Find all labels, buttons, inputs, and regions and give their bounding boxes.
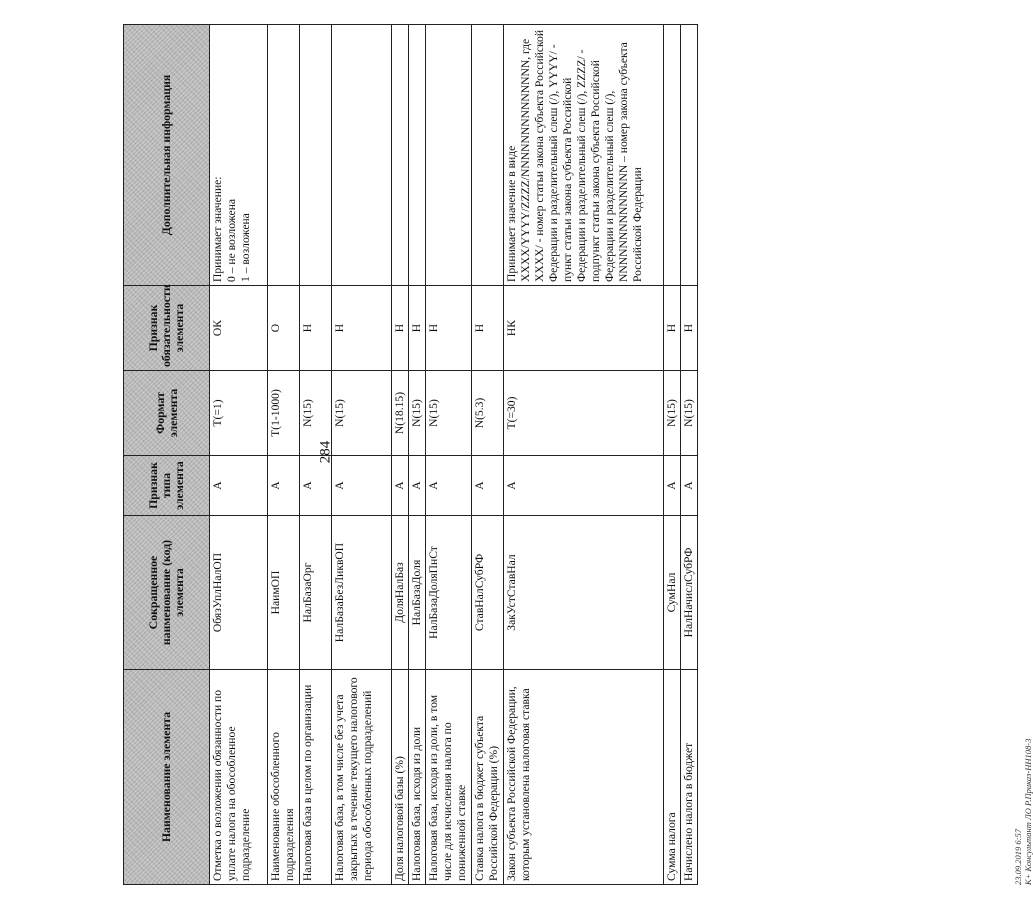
cell-type: А bbox=[300, 456, 332, 516]
table-row bbox=[426, 25, 472, 885]
cell-type: А bbox=[210, 456, 268, 516]
cell-type: А bbox=[681, 456, 698, 516]
cell-name: Налоговая база, в том числе без учета закрытых в течение текущего налогового периода обособленных подразделений bbox=[332, 670, 392, 885]
cell-format: T(=1) bbox=[210, 371, 268, 456]
cell-format: N(5.3) bbox=[472, 371, 504, 456]
cell-name: Сумма налога bbox=[664, 670, 681, 885]
cell-type: А bbox=[504, 456, 664, 516]
cell-format: N(15) bbox=[332, 371, 392, 456]
cell-code: НалНачислСубРФ bbox=[681, 516, 698, 670]
cell-code: НалБазаБезЛиквОП bbox=[332, 516, 392, 670]
header-code: Сокращенное наименование (код) элемента bbox=[124, 516, 210, 670]
cell-info bbox=[472, 25, 504, 286]
cell-name: Налоговая база, исходя из доли, в том числе для исчисления налога по пониженной ставке bbox=[426, 670, 472, 885]
cell-code: НалБазаДоляПнСт bbox=[426, 516, 472, 670]
cell-required: Н bbox=[332, 286, 392, 371]
table-row bbox=[681, 25, 698, 885]
header-format: Формат элемента bbox=[124, 371, 210, 456]
cell-code: СтавНалСубРФ bbox=[472, 516, 504, 670]
table-row bbox=[268, 25, 300, 885]
header-info: Дополнительная информация bbox=[124, 25, 210, 286]
cell-info bbox=[409, 25, 426, 286]
cell-required: ОК bbox=[210, 286, 268, 371]
cell-required: Н bbox=[392, 286, 409, 371]
cell-format: T(1-1000) bbox=[268, 371, 300, 456]
cell-required: Н bbox=[681, 286, 698, 371]
page-number: 284 bbox=[317, 440, 334, 464]
cell-info: Принимает значение в виде XXXX/YYYY/ZZZZ/NNNNNNNNNNNNNN, где XXXX/ - номер статьи закона субъекта Российской Федерации и разделительный слеш (/), YYYY/ - пункт статьи закона субъекта Российской Федерации и разделительный слеш (/), ZZZZ/ - подпункт статьи закона субъекта Российской Федерации и разделительный слеш (/), NNNNNNNNNNNNNN – номер закона субъекта Российской Федерации bbox=[504, 25, 664, 286]
cell-type: А bbox=[268, 456, 300, 516]
cell-info: Принимает значение: 0 – не возложена 1 – возложена bbox=[210, 25, 268, 286]
cell-code: НаимОП bbox=[268, 516, 300, 670]
cell-format: N(15) bbox=[426, 371, 472, 456]
footnote-date: 23.09.2019 6:57 bbox=[1013, 829, 1023, 885]
cell-info bbox=[268, 25, 300, 286]
footnote-source: К+ Консультант ЛО Р.Приказ-НН108-3 bbox=[1023, 738, 1033, 885]
cell-format: N(18.15) bbox=[392, 371, 409, 456]
cell-code: ОбязУплНалОП bbox=[210, 516, 268, 670]
header-type: Признак типа элемента bbox=[124, 456, 210, 516]
header-required: Признак обязательности элемента bbox=[124, 286, 210, 371]
cell-type: А bbox=[392, 456, 409, 516]
cell-name: Начислено налога в бюджет bbox=[681, 670, 698, 885]
cell-code: ЗакУстСтавНал bbox=[504, 516, 664, 670]
cell-name: Закон субъекта Российской Федерации, которым установлена налоговая ставка bbox=[504, 670, 664, 885]
cell-required: Н bbox=[664, 286, 681, 371]
cell-info bbox=[332, 25, 392, 286]
header-name: Наименование элемента bbox=[124, 670, 210, 885]
table-row bbox=[392, 25, 409, 885]
cell-code: СумНал bbox=[664, 516, 681, 670]
rotated-page-content bbox=[123, 25, 1033, 885]
cell-code: НалБазаДоля bbox=[409, 516, 426, 670]
cell-required: Н bbox=[409, 286, 426, 371]
table-row bbox=[409, 25, 426, 885]
cell-code: ДоляНалБаз bbox=[392, 516, 409, 670]
cell-required: Н bbox=[426, 286, 472, 371]
cell-type: А bbox=[472, 456, 504, 516]
cell-format: T(=30) bbox=[504, 371, 664, 456]
cell-type: А bbox=[664, 456, 681, 516]
cell-name: Ставка налога в бюджет субъекта Российской Федерации (%) bbox=[472, 670, 504, 885]
table-row bbox=[332, 25, 392, 885]
cell-required: О bbox=[268, 286, 300, 371]
cell-type: А bbox=[426, 456, 472, 516]
cell-name: Налоговая база в целом по организации bbox=[300, 670, 332, 885]
cell-format: N(15) bbox=[409, 371, 426, 456]
table-row bbox=[472, 25, 504, 885]
cell-name: Налоговая база, исходя из доли bbox=[409, 670, 426, 885]
table-row bbox=[664, 25, 681, 885]
cell-info bbox=[300, 25, 332, 286]
cell-info bbox=[681, 25, 698, 286]
cell-format: N(15) bbox=[300, 371, 332, 456]
cell-name: Наименование обособленного подразделения bbox=[268, 670, 300, 885]
elements-table bbox=[123, 24, 698, 885]
cell-info bbox=[392, 25, 409, 286]
cell-name: Доля налоговой базы (%) bbox=[392, 670, 409, 885]
cell-code: НалБазаОрг bbox=[300, 516, 332, 670]
cell-required: НК bbox=[504, 286, 664, 371]
cell-name: Отметка о возложении обязанности по уплате налога на обособленное подразделение bbox=[210, 670, 268, 885]
footnote bbox=[1013, 645, 1033, 885]
cell-type: А bbox=[409, 456, 426, 516]
cell-type: А bbox=[332, 456, 392, 516]
table-row bbox=[210, 25, 268, 885]
table-row bbox=[504, 25, 664, 885]
cell-info bbox=[664, 25, 681, 286]
cell-format: N(15) bbox=[681, 371, 698, 456]
cell-info bbox=[426, 25, 472, 286]
table-row bbox=[300, 25, 332, 885]
cell-required: Н bbox=[300, 286, 332, 371]
cell-format: N(15) bbox=[664, 371, 681, 456]
table-header-row bbox=[124, 25, 210, 885]
cell-required: Н bbox=[472, 286, 504, 371]
